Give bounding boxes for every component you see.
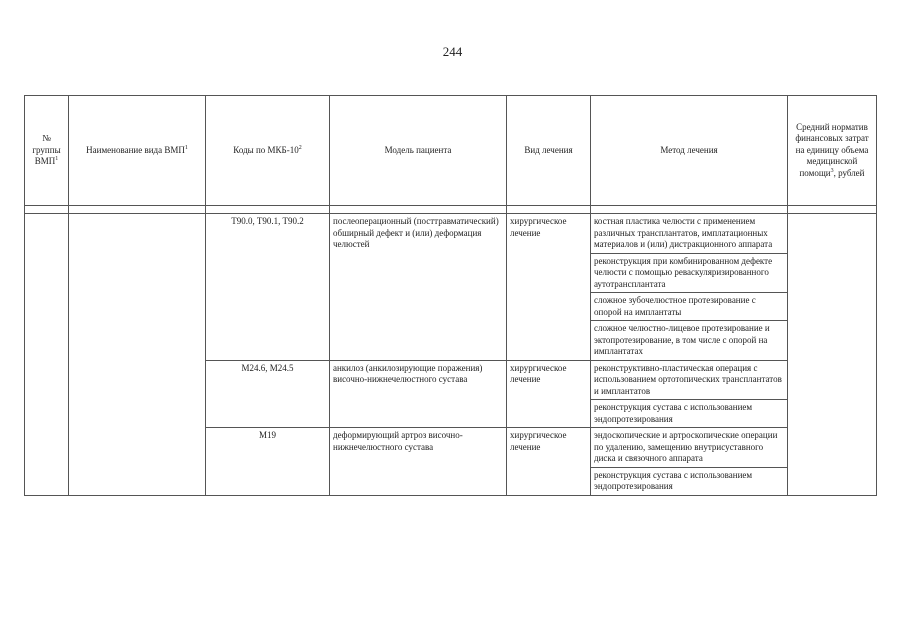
method-cell: сложное зубочелюстное протезирование с опорой на имплантаты <box>591 293 788 321</box>
method-cell: реконструкция сустава с использованием эндопротезирования <box>591 467 788 495</box>
type-cell: хирургическое лечение <box>507 428 591 496</box>
method-cell: реконструктивно-пластическая операция с использованием ортотопических трансплантатов и имплантатов <box>591 360 788 400</box>
header-vmp-name: Наименование вида ВМП$^1$ <box>69 96 206 206</box>
header-avg-cost: Средний норматив финансовых затрат на единицу объема медицинской помощи$^3$, рублей <box>788 96 877 206</box>
codes-cell: M19 <box>206 428 330 496</box>
model-cell: послеоперационный (посттравматический) обширный дефект и (или) деформация челюстей <box>330 214 507 361</box>
type-cell: хирургическое лечение <box>507 214 591 361</box>
vmp-table <box>24 95 877 496</box>
codes-cell: M24.6, M24.5 <box>206 360 330 428</box>
method-cell: эндоскопические и артроскопические операции по удалению, замещению внутрисуставного диска и связочного аппарата <box>591 428 788 468</box>
group-num-cell <box>25 214 69 496</box>
codes-cell: T90.0, T90.1, T90.2 <box>206 214 330 361</box>
method-cell: реконструкция сустава с использованием эндопротезирования <box>591 400 788 428</box>
table-header-row <box>25 96 877 206</box>
header-treatment-method: Метод лечения <box>591 96 788 206</box>
header-group-num: № группы ВМП$^1$ <box>25 96 69 206</box>
model-cell: анкилоз (анкилозирующие поражения) височно-нижнечелюстного сустава <box>330 360 507 428</box>
method-cell: реконструкция при комбинированном дефекте челюсти с помощью реваскуляризированного аутотрансплантата <box>591 253 788 293</box>
header-patient-model: Модель пациента <box>330 96 507 206</box>
header-treatment-type: Вид лечения <box>507 96 591 206</box>
type-cell: хирургическое лечение <box>507 360 591 428</box>
table-row <box>25 214 877 254</box>
spacer-row <box>25 206 877 214</box>
header-mkb-codes: Коды по МКБ-$10^2$ <box>206 96 330 206</box>
method-cell: сложное челюстно-лицевое протезирование и эктопротезирование, в том числе с опорой на имплантатах <box>591 321 788 361</box>
cost-cell <box>788 214 877 496</box>
method-cell: костная пластика челюсти с применением различных трансплантатов, имплатационных материалов и (или) дистракционного аппарата <box>591 214 788 254</box>
vmp-name-cell <box>69 214 206 496</box>
model-cell: деформирующий артроз височно-нижнечелюстного сустава <box>330 428 507 496</box>
page-number: 244 <box>442 44 463 59</box>
